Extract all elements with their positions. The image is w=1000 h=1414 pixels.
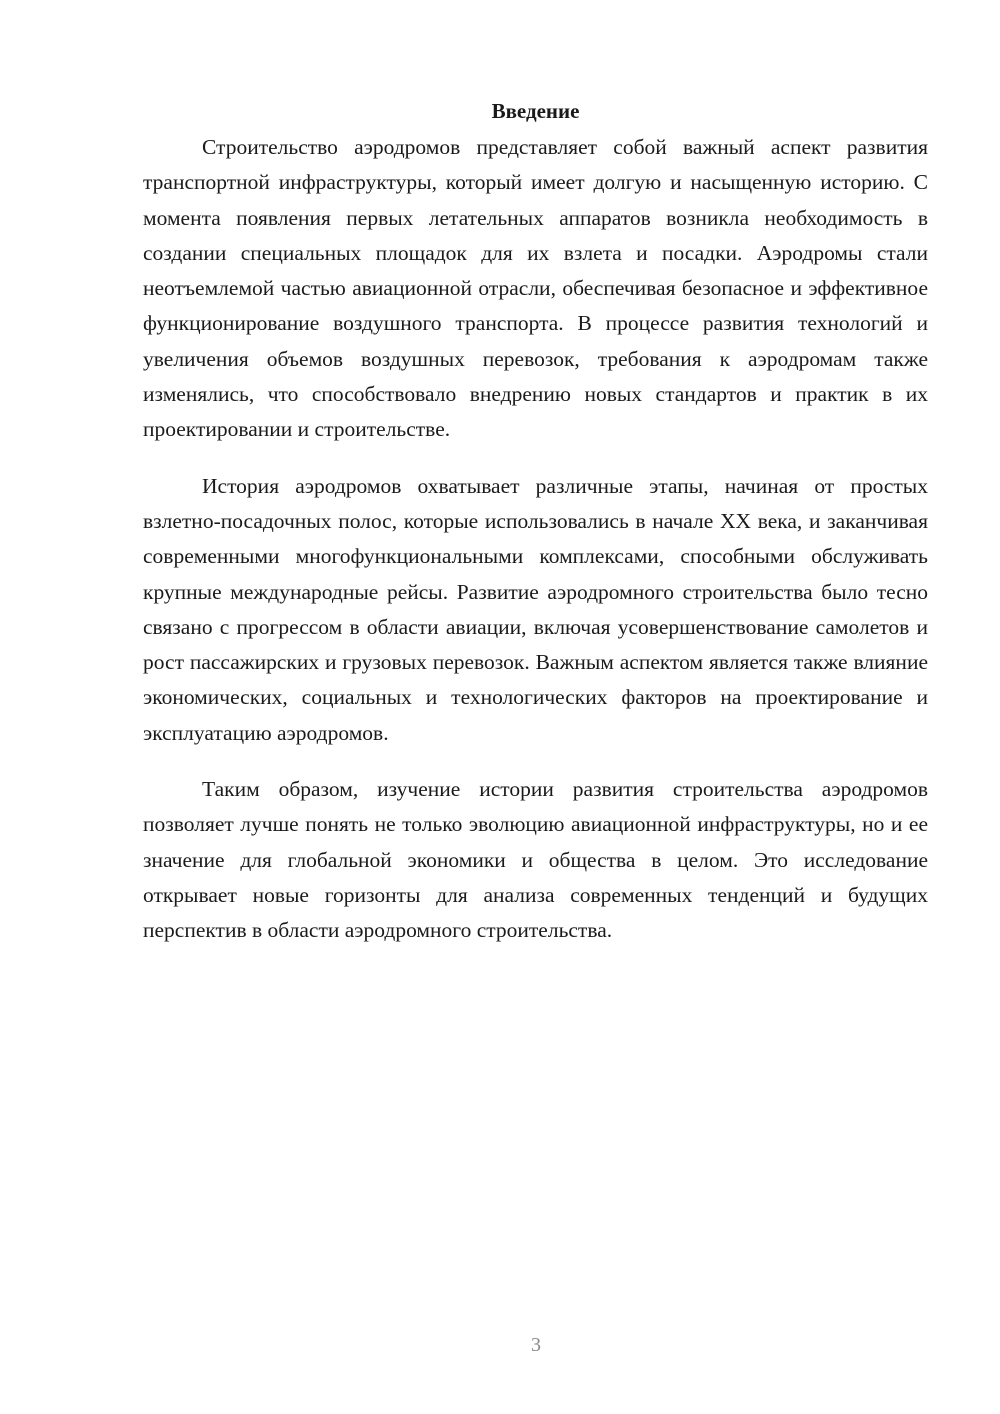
paragraph-1: Строительство аэродромов представляет собой важный аспект развития транспортной инфраструктуры, который имеет долгую и насыщенную историю. С момента появления первых летательных аппаратов возникла необходимость в создании специальных площадок для их взлета и посадки. Аэродромы стали неотъемлемой частью авиационной отрасли, обеспечивая безопасное и эффективное функционирование воздушного транспорта. В процессе развития технологий и увеличения объемов воздушных перевозок, требования к аэродромам также изменялись, что способствовало внедрению новых стандартов и практик в их проектировании и строительстве. — [143, 135, 928, 442]
page-number: 3 — [531, 1334, 541, 1356]
page-title: Введение — [491, 99, 580, 123]
paragraph-2: История аэродромов охватывает различные этапы, начиная от простых взлетно-посадочных полос, которые использовались в начале XX века, и заканчивая современными многофункциональными комплексами, способными обслуживать крупные международные рейсы. Развитие аэродромного строительства было тесно связано с прогрессом в области авиации, включая усовершенствование самолетов и рост пассажирских и грузовых перевозок. Важным аспектом является также влияние экономических, социальных и технологических факторов на проектирование и эксплуатацию аэродромов. — [143, 473, 928, 745]
paragraph-3: Таким образом, изучение истории развития строительства аэродромов позволяет лучше понять не только эволюцию авиационной инфраструктуры, но и ее значение для глобальной экономики и общества в целом. Это исследование открывает новые горизонты для анализа современных тенденций и будущих перспектив в области аэродромного строительства. — [143, 777, 928, 943]
document-page — [143, 92, 928, 949]
